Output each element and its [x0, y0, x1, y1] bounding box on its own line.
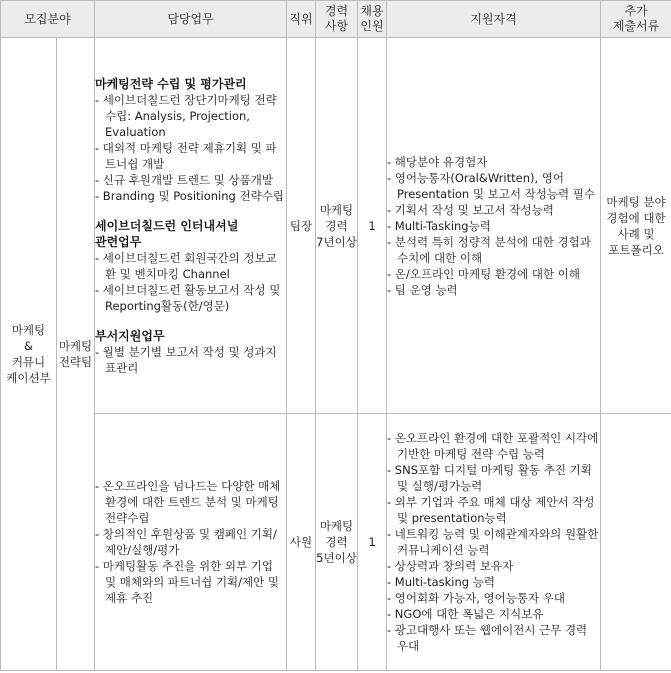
duty-item: - 마케팅활동 추진을 위한 외부 기업 및 매체와의 파트너쉽 기획/제안 및 제휴 추진	[95, 559, 280, 605]
header-count	[358, 1, 387, 38]
department-cell	[1, 38, 57, 671]
duty-item: - 대외적 마케팅 전략 제휴기획 및 파트너쉽 개발	[95, 140, 277, 171]
table-row	[1, 414, 671, 671]
extra-docs-line: 사례 및	[617, 226, 655, 241]
duties-cell	[95, 414, 287, 671]
header-qualifications: 지원자격	[387, 1, 601, 38]
duty-section-title: 관련업무	[95, 234, 142, 249]
header-count-line2: 인원	[360, 19, 384, 33]
duties-cell	[95, 38, 287, 414]
extra-docs-line: 포트폴리오	[608, 242, 664, 257]
qualification-item: - Multi-tasking 능력	[387, 575, 495, 589]
qualification-item: - 광고대행사 또는 웹에이전시 근무 경력 우대	[387, 623, 588, 653]
qualification-item: - 기획서 작성 및 보고서 작성능력	[387, 202, 554, 217]
extra-docs-cell	[601, 38, 671, 414]
department-line: 케이션부	[6, 371, 51, 385]
experience-cell	[316, 414, 358, 671]
position-cell: 팀장	[287, 38, 316, 414]
duty-section-title: 부서지원업무	[95, 328, 165, 343]
experience-line: 7년이상	[316, 234, 357, 249]
header-position-text: 직위	[289, 11, 313, 26]
qualification-item: - 온/오프라인 마케팅 환경에 대한 이해	[387, 266, 580, 281]
count-cell: 1	[358, 38, 387, 414]
team-line: 마케팅	[58, 339, 93, 353]
header-experience	[316, 1, 358, 38]
header-extra-docs	[601, 1, 671, 38]
duty-item: - 월별 분기별 보고서 작성 및 성과지표관리	[95, 344, 277, 375]
duty-item: - Branding 및 Positioning 전략수립	[95, 188, 284, 203]
team-cell	[57, 38, 95, 671]
experience-line: 경력	[325, 535, 348, 549]
qualifications-cell	[387, 414, 601, 671]
duty-section-title: 마케팅전략 수립 및 평가관리	[95, 76, 247, 91]
qualification-item: - 해당분야 유경험자	[387, 154, 488, 169]
header-experience-line1: 경력	[324, 4, 349, 18]
qualification-item: - NGO에 대한 폭넓은 지식보유	[387, 607, 544, 621]
duty-item: - 세이브더칠드런 장단기마케팅 전략 수립: Analysis, Projection, Evaluation	[95, 92, 277, 139]
department-line: 커뮤니	[11, 355, 46, 369]
header-duties: 담당업무	[95, 1, 287, 38]
duty-item: - 세이브더칠드런 활동보고서 작성 및 Reporting활동(한/영문)	[95, 282, 281, 313]
duty-item: - 창의적인 후원상품 및 캠페인 기획/제안/실행/평가	[95, 527, 277, 557]
department-line: &	[24, 339, 33, 353]
header-extra-docs-line2: 제출서류	[612, 19, 660, 33]
qualification-item: - 팀 운영 능력	[387, 282, 458, 297]
position-cell: 사원	[287, 414, 316, 671]
extra-docs-cell	[601, 414, 671, 671]
qualification-item: - 분석력 특히 정량적 분석에 대한 경험과 수치에 대한 이해	[387, 234, 591, 265]
experience-line: 경력	[325, 218, 348, 233]
table-row	[1, 38, 671, 414]
extra-docs-line: 마케팅 분야	[606, 194, 666, 209]
duty-item: - 신규 후원개발 트렌드 및 상품개발	[95, 172, 273, 187]
spacer	[95, 204, 286, 218]
qualification-item: - 영어회화 가능자, 영어능통자 우대	[387, 591, 565, 605]
duty-section-title: 세이브더칠드런 인터내셔널	[95, 218, 239, 233]
qualification-item: - Multi-Tasking능력	[387, 218, 491, 233]
header-row	[1, 1, 671, 38]
header-position	[287, 1, 316, 38]
experience-line: 마케팅	[319, 519, 354, 533]
team-line: 전략팀	[58, 355, 93, 369]
spacer	[95, 314, 286, 328]
header-count-line1: 채용	[360, 4, 384, 18]
qualification-item: - 온오프라인 환경에 대한 포괄적인 시각에 기반한 마케팅 전략 수립 능력	[387, 431, 599, 461]
experience-line: 마케팅	[319, 202, 354, 217]
extra-docs-line: 경험에 대한	[606, 210, 666, 225]
qualification-item: - SNS포함 디지털 마케팅 활동 추진 기획 및 실행/평가능력	[387, 463, 592, 493]
qualification-item: - 네트워킹 능력 및 이해관계자와의 원활한 커뮤니케이션 능력	[387, 527, 599, 557]
experience-cell	[316, 38, 358, 414]
experience-line: 5년이상	[316, 551, 357, 565]
qualification-item: - 영어능통자(Oral&Written), 영어 Presentation 및 보고서 작성능력 필수	[387, 170, 595, 201]
duty-item: - 세이브더칠드런 회원국간의 정보교환 및 벤치마킹 Channel	[95, 250, 277, 281]
qualifications-cell	[387, 38, 601, 414]
header-extra-docs-line1: 추가	[624, 4, 648, 18]
qualification-item: - 외부 기업과 주요 매체 대상 제안서 작성 및 presentation능력	[387, 495, 595, 525]
duty-item: - 온오프라인을 넘나드는 다양한 매체환경에 대한 트렌드 분석 및 마케팅전략수립	[95, 479, 281, 525]
count-cell: 1	[358, 414, 387, 671]
qualification-item: - 상상력과 창의력 보유자	[387, 559, 514, 573]
department-line: 마케팅	[11, 323, 46, 337]
header-field: 모집분야	[1, 1, 95, 38]
header-experience-line2: 사항	[324, 19, 349, 33]
